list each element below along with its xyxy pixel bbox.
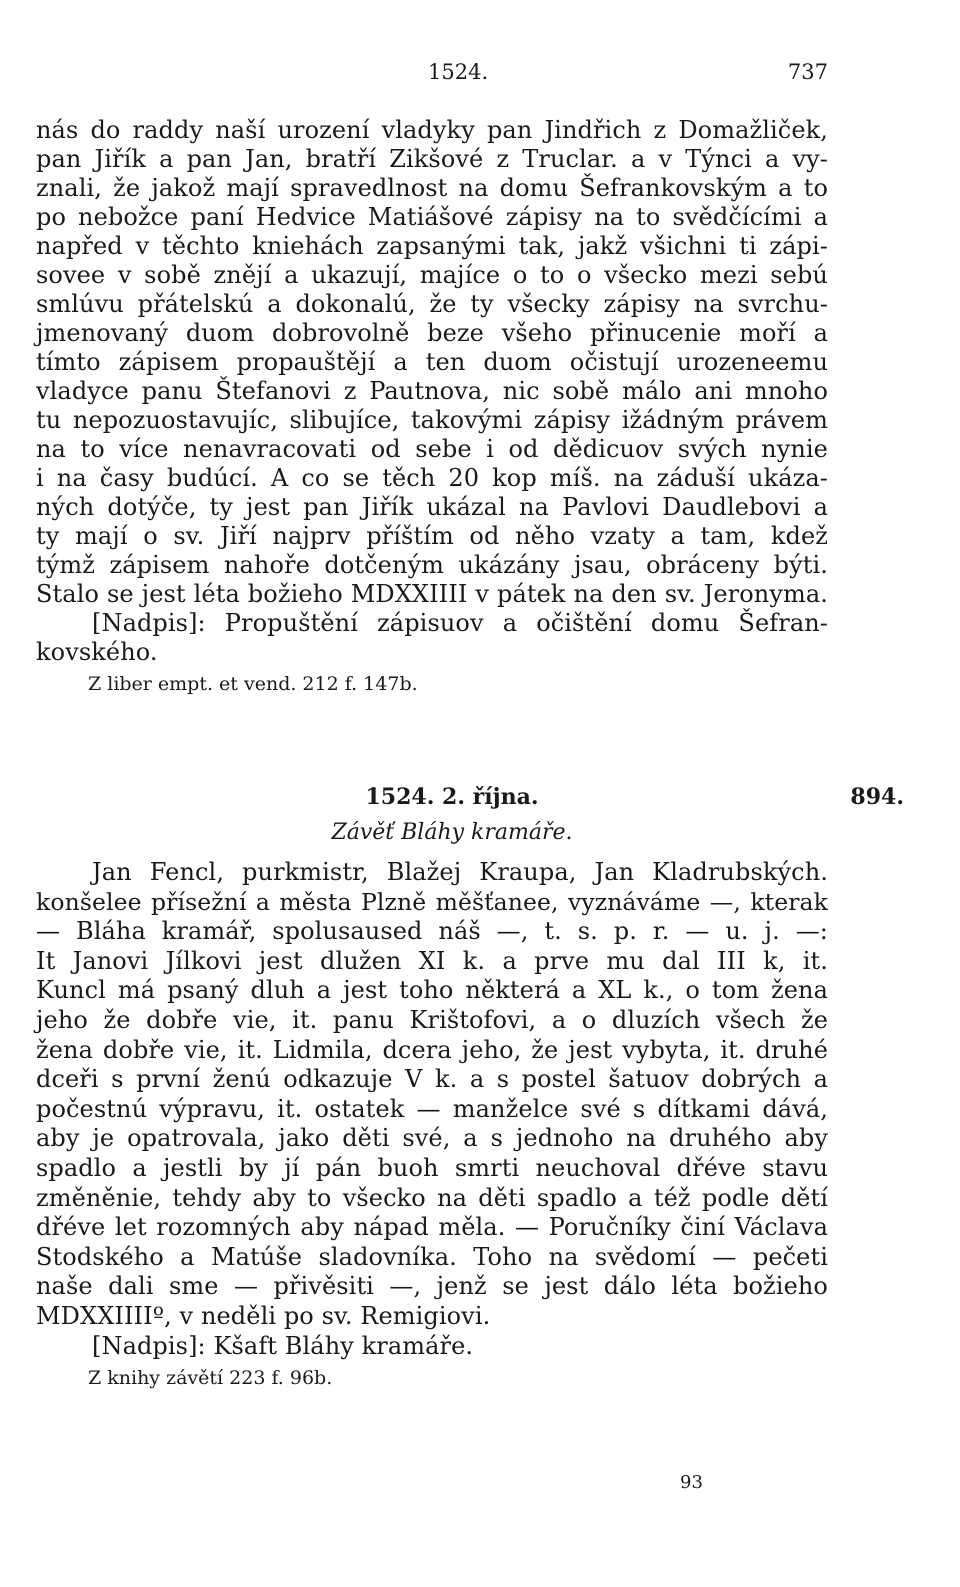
text-line: smlúvu přátelskú a dokonalú, že ty všecky zápisy na svrchu- [36, 290, 828, 318]
heading-note-line: kovského. [36, 638, 158, 666]
text-line: spadlo a jestli by jí pán buoh smrti neuchoval dřéve stavu [36, 1153, 828, 1182]
text-line: Stalo se jest léta božieho MDXXIIII v pátek na den sv. Jeronyma. [36, 580, 828, 608]
text-line: znali, že jakož mají spravedlnost na domu Šefrankovským a to [36, 174, 828, 202]
text-line: tu nepozuostavujíc, slibujíce, takovými zápisy ižádným právem [36, 406, 828, 434]
text-line: konšelee přísežní a města Plzně měšťanee, vyznáváme —, kterak [36, 887, 828, 916]
text-line: MDXXIIIIº, v neděli po sv. Remigiovi. [36, 1301, 491, 1330]
document-number: 894. [850, 784, 904, 810]
text-line: žena dobře vie, it. Lidmila, dcera jeho, že jest vybyta, it. druhé [36, 1035, 828, 1064]
running-head [38, 60, 828, 90]
page-number: 737 [787, 60, 828, 84]
text-line: po nebožce paní Hedvice Matiášové zápisy na to svědčícími a [36, 203, 828, 231]
text-line: jeho že dobře vie, it. panu Krištofovi, a o dluzích všech že [36, 1005, 828, 1034]
text-line: napřed v těchto kniehách zapsanými tak, jakž všichni ti zápi- [36, 232, 828, 260]
heading-note-line: [Nadpis]: Propuštění zápisuov a očištění domu Šefran- [92, 609, 828, 637]
text-line: dceři s první ženú odkazuje V k. a s postel šatuov dobrých a [36, 1065, 828, 1094]
text-line: — Bláha kramář, spolusaused náš —, t. s. p. r. — u. j. —: [36, 917, 828, 946]
entry-1-text [36, 116, 828, 701]
text-line: pan Jiřík a pan Jan, bratří Zikšové z Truclar. a v Týnci a vy- [36, 145, 828, 173]
running-head-year: 1524. [428, 60, 489, 84]
text-line: počestnú výpravu, it. ostatek — manželce své s dítkami dává, [36, 1094, 828, 1123]
text-line: změněnie, tehdy aby to všecko na děti spadlo a též podle dětí [36, 1183, 828, 1212]
source-reference: Z liber empt. et vend. 212 f. 147b. [88, 673, 418, 695]
text-line: Kuncl má psaný dluh a jest toho některá a XL k., o tom žena [36, 976, 828, 1005]
entry-title: Závěť Bláhy kramáře. [331, 820, 573, 845]
text-line: nás do raddy naší urození vladyky pan Jindřich z Domažliček, [36, 116, 828, 144]
text-line: týmž zápisem nahoře dotčeným ukázány jsau, obráceny býti. [36, 551, 828, 579]
text-line: Stodského a Matúše sladovníka. Toho na svědomí — pečeti [36, 1242, 828, 1271]
text-line: tímto zápisem propauštějí a ten duom očistují urozeneemu [36, 348, 828, 376]
entry-2-text [36, 858, 828, 1395]
text-line: aby je opatrovala, jako děti své, a s jednoho na druhého aby [36, 1124, 828, 1153]
text-line: dřéve let rozomných aby nápad měla. — Poručníky činí Václava [36, 1213, 828, 1242]
text-line: It Janovi Jílkovi jest dlužen XI k. a prve mu dal III k, it. [36, 946, 828, 975]
text-line: Jan Fencl, purkmistr, Blažej Kraupa, Jan Kladrubských. [92, 858, 828, 886]
entry-date-heading: 1524. 2. října. [365, 784, 539, 810]
text-line: jmenovaný duom dobrovolně beze všeho přinucenie moří a [36, 319, 828, 347]
text-line: i na časy budúcí. A co se těch 20 kop míš. na záduší ukáza- [36, 464, 828, 492]
text-line: vladyce panu Štefanovi z Pautnova, nic sobě málo ani mnoho [36, 377, 828, 405]
heading-note-line: [Nadpis]: Kšaft Bláhy kramáře. [92, 1331, 474, 1360]
text-line: na to více nenavracovati od sebe i od dědicuov svých nynie [36, 435, 828, 463]
text-line: naše dali sme — přivěsiti —, jenž se jest dálo léta božieho [36, 1272, 828, 1301]
signature-mark: 93 [680, 1472, 703, 1493]
text-line: ty mají o sv. Jiří najprv příštím od něho vzaty a tam, kdež [36, 522, 828, 550]
text-line: sovee v sobě znějí a ukazují, majíce o to o všecko mezi sebú [36, 261, 828, 289]
text-line: ných dotýče, ty jest pan Jiřík ukázal na Pavlovi Daudlebovi a [36, 493, 828, 521]
source-reference: Z knihy závětí 223 f. 96b. [88, 1367, 333, 1390]
